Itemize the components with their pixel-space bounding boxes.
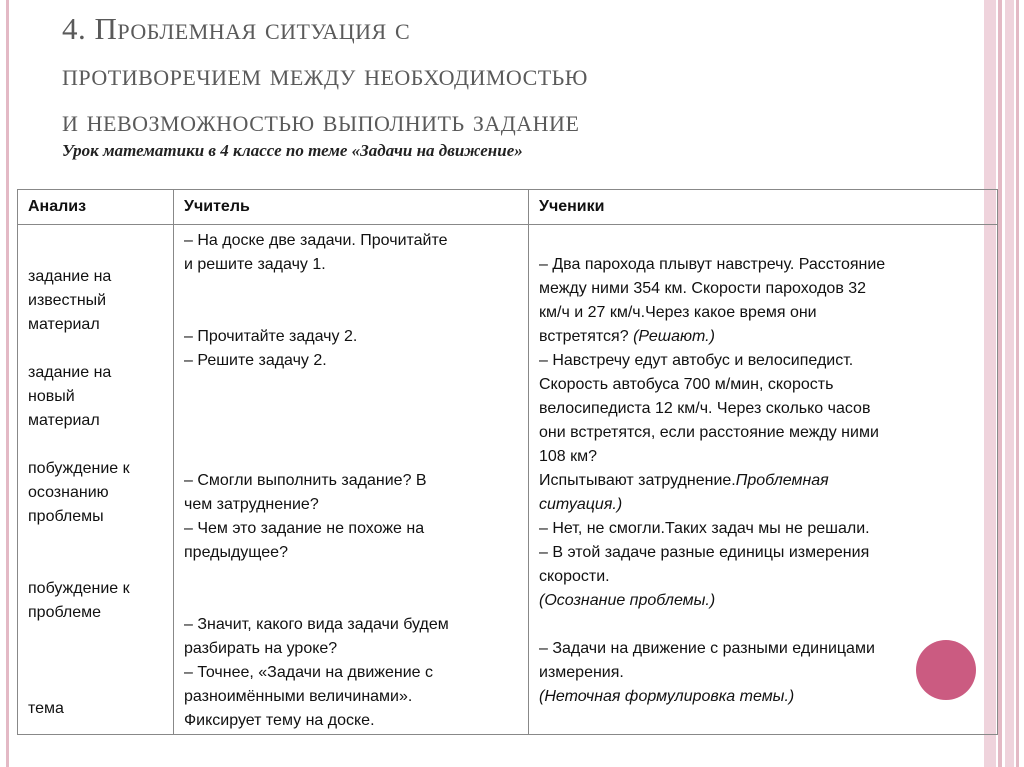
decorative-stripe-left: [6, 0, 9, 767]
header-students: Ученики: [529, 190, 998, 225]
slide-subtitle: Урок математики в 4 классе по теме «Задачи на движение»: [62, 141, 523, 160]
decorative-stripe-right: [998, 0, 1002, 767]
table-row: [18, 225, 998, 735]
teacher-cell: – На доске две задачи. Прочитайте и решите задачу 1. – Прочитайте задачу 2. – Решите задачу 2. – Смогли выполнить задание? В чем затруднение? – Чем это задание не похоже на предыдущее? – Значит, какого вида задачи будем разбирать на уроке? – Точнее, «Задачи на движение с разноимёнными величинами». Фиксирует тему на доске.: [174, 225, 529, 735]
header-analysis: Анализ: [18, 190, 174, 225]
decorative-stripe-right: [1005, 0, 1014, 767]
table-header-row: [18, 190, 998, 225]
slide-title: 4. Проблемная ситуация с противоречием между необходимостью и невозможностью выполнить задание: [62, 11, 588, 138]
decorative-circle: [916, 640, 976, 700]
lesson-table: [17, 189, 998, 735]
students-cell: – Два парохода плывут навстречу. Расстояние между ними 354 км. Скорости пароходов 32 км/ч и 27 км/ч.Через какое время они встретятся? (Решают.) – Навстречу едут автобус и велосипедист. Скорость автобуса 700 м/мин, скорость велосипедиста 12 км/ч. Через сколько часов они встретятся, если расстояние между ними 108 км? Испытывают затруднение.Проблемная ситуация.) – Нет, не смогли.Таких задач мы не решали. – В этой задаче разные единицы измерения скорости. (Осознание проблемы.) – Задачи на движение с разными единицами измерения. (Неточная формулировка темы.): [529, 225, 998, 735]
header-teacher: Учитель: [174, 190, 529, 225]
analysis-cell: задание на известный материал задание на новый материал побуждение к осознанию проблемы побуждение к проблеме тема: [18, 225, 174, 735]
decorative-stripe-right: [1016, 0, 1019, 767]
